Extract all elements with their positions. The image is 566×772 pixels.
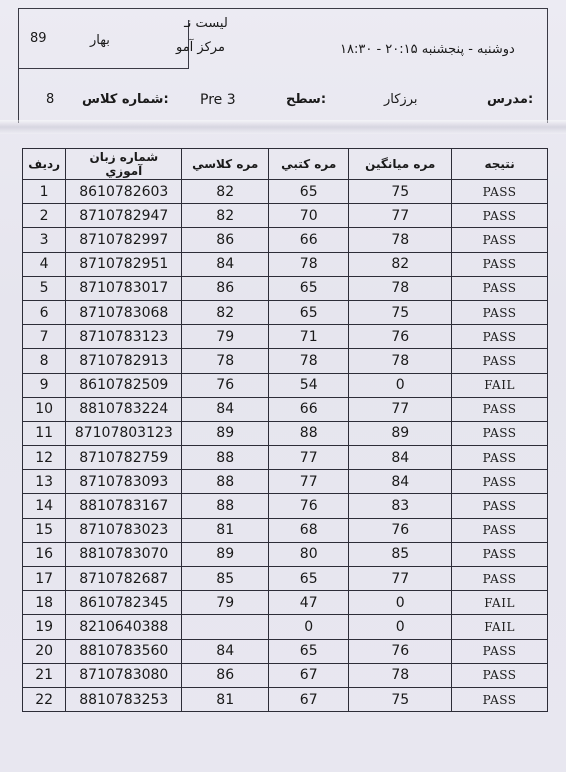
row-number-cell: 20 bbox=[23, 639, 66, 663]
student-id-cell: 8810783167 bbox=[66, 494, 182, 518]
header-student-id: شماره زبان آموزي bbox=[66, 149, 182, 180]
row-number-cell: 14 bbox=[23, 494, 66, 518]
grades-table-body bbox=[23, 180, 548, 712]
row-number-cell: 9 bbox=[23, 373, 66, 397]
table-row bbox=[23, 204, 548, 228]
average-cell: 78 bbox=[349, 276, 452, 300]
written-grade-cell: 78 bbox=[269, 252, 349, 276]
result-cell: PASS bbox=[452, 228, 548, 252]
class-grade-cell: 88 bbox=[182, 446, 269, 470]
table-row bbox=[23, 397, 548, 421]
average-cell: 78 bbox=[349, 663, 452, 687]
result-cell: PASS bbox=[452, 204, 548, 228]
student-id-cell: 87107803123 bbox=[66, 421, 182, 445]
class-grade-cell: 81 bbox=[182, 687, 269, 711]
result-cell: PASS bbox=[452, 421, 548, 445]
class-grade-cell: 89 bbox=[182, 421, 269, 445]
class-grade-cell: 76 bbox=[182, 373, 269, 397]
result-cell: PASS bbox=[452, 252, 548, 276]
class-grade-cell: 84 bbox=[182, 252, 269, 276]
table-row bbox=[23, 300, 548, 324]
class-grade-cell: 79 bbox=[182, 325, 269, 349]
table-row bbox=[23, 687, 548, 711]
written-grade-cell: 65 bbox=[269, 180, 349, 204]
table-row bbox=[23, 373, 548, 397]
row-number-cell: 5 bbox=[23, 276, 66, 300]
class-grade-cell bbox=[182, 615, 269, 639]
table-row bbox=[23, 180, 548, 204]
center-name: مرکز آمو bbox=[176, 40, 225, 55]
level-value: Pre 3 bbox=[200, 92, 236, 108]
student-id-cell: 8710782947 bbox=[66, 204, 182, 228]
table-row bbox=[23, 542, 548, 566]
table-row bbox=[23, 446, 548, 470]
result-cell: PASS bbox=[452, 518, 548, 542]
class-grade-cell: 81 bbox=[182, 518, 269, 542]
result-cell: PASS bbox=[452, 325, 548, 349]
student-id-cell: 8810783070 bbox=[66, 542, 182, 566]
written-grade-cell: 47 bbox=[269, 591, 349, 615]
table-row bbox=[23, 470, 548, 494]
student-id-cell: 8610782345 bbox=[66, 591, 182, 615]
average-cell: 78 bbox=[349, 349, 452, 373]
average-cell: 0 bbox=[349, 591, 452, 615]
average-cell: 84 bbox=[349, 470, 452, 494]
written-grade-cell: 65 bbox=[269, 276, 349, 300]
result-cell: FAIL bbox=[452, 373, 548, 397]
row-number-cell: 18 bbox=[23, 591, 66, 615]
result-cell: FAIL bbox=[452, 615, 548, 639]
term-label: بهار bbox=[90, 33, 110, 48]
written-grade-cell: 77 bbox=[269, 446, 349, 470]
student-id-cell: 8710783093 bbox=[66, 470, 182, 494]
table-row bbox=[23, 663, 548, 687]
list-number: 89 bbox=[30, 31, 47, 46]
table-row bbox=[23, 421, 548, 445]
result-cell: PASS bbox=[452, 446, 548, 470]
row-number-cell: 13 bbox=[23, 470, 66, 494]
teacher-label: مدرس: bbox=[487, 92, 534, 107]
row-number-cell: 21 bbox=[23, 663, 66, 687]
header-class: مره کلاسي bbox=[182, 149, 269, 180]
average-cell: 82 bbox=[349, 252, 452, 276]
teacher-name: برزکار bbox=[384, 92, 418, 107]
student-id-cell: 8710783080 bbox=[66, 663, 182, 687]
class-number-label: شماره کلاس: bbox=[82, 92, 169, 107]
class-grade-cell: 79 bbox=[182, 591, 269, 615]
table-row bbox=[23, 567, 548, 591]
student-id-cell: 8710782913 bbox=[66, 349, 182, 373]
row-number-cell: 2 bbox=[23, 204, 66, 228]
class-grade-cell: 86 bbox=[182, 228, 269, 252]
result-cell: PASS bbox=[452, 639, 548, 663]
table-row bbox=[23, 591, 548, 615]
average-cell: 77 bbox=[349, 204, 452, 228]
written-grade-cell: 76 bbox=[269, 494, 349, 518]
written-grade-cell: 67 bbox=[269, 663, 349, 687]
student-id-cell: 8610782603 bbox=[66, 180, 182, 204]
row-number-cell: 6 bbox=[23, 300, 66, 324]
row-number-cell: 1 bbox=[23, 180, 66, 204]
result-cell: PASS bbox=[452, 276, 548, 300]
class-schedule: دوشنبه - پنجشنبه ۲۰:۱۵ - ۱۸:۳۰ bbox=[340, 42, 515, 57]
row-number-cell: 10 bbox=[23, 397, 66, 421]
row-number-cell: 15 bbox=[23, 518, 66, 542]
class-grade-cell: 84 bbox=[182, 397, 269, 421]
result-cell: PASS bbox=[452, 663, 548, 687]
written-grade-cell: 68 bbox=[269, 518, 349, 542]
written-grade-cell: 88 bbox=[269, 421, 349, 445]
class-grade-cell: 78 bbox=[182, 349, 269, 373]
level-label: سطح: bbox=[286, 92, 327, 107]
average-cell: 0 bbox=[349, 373, 452, 397]
average-cell: 85 bbox=[349, 542, 452, 566]
written-grade-cell: 66 bbox=[269, 397, 349, 421]
written-grade-cell: 65 bbox=[269, 639, 349, 663]
result-cell: FAIL bbox=[452, 591, 548, 615]
student-id-cell: 8710783017 bbox=[66, 276, 182, 300]
student-id-cell: 8710782951 bbox=[66, 252, 182, 276]
student-id-cell: 8610782509 bbox=[66, 373, 182, 397]
header-row: رديف bbox=[23, 149, 66, 180]
average-cell: 75 bbox=[349, 300, 452, 324]
average-cell: 0 bbox=[349, 615, 452, 639]
table-row bbox=[23, 494, 548, 518]
student-id-cell: 8710782997 bbox=[66, 228, 182, 252]
row-number-cell: 4 bbox=[23, 252, 66, 276]
student-id-cell: 8710782759 bbox=[66, 446, 182, 470]
row-number-cell: 11 bbox=[23, 421, 66, 445]
table-header-row bbox=[23, 149, 548, 180]
result-cell: PASS bbox=[452, 180, 548, 204]
student-id-cell: 8810783224 bbox=[66, 397, 182, 421]
document-title: لیست نـ bbox=[184, 16, 228, 31]
row-number-cell: 19 bbox=[23, 615, 66, 639]
written-grade-cell: 78 bbox=[269, 349, 349, 373]
header-result: نتیجه bbox=[452, 149, 548, 180]
average-cell: 75 bbox=[349, 687, 452, 711]
written-grade-cell: 65 bbox=[269, 567, 349, 591]
result-cell: PASS bbox=[452, 542, 548, 566]
header-average: مره میانگین bbox=[349, 149, 452, 180]
average-cell: 83 bbox=[349, 494, 452, 518]
average-cell: 84 bbox=[349, 446, 452, 470]
class-grade-cell: 85 bbox=[182, 567, 269, 591]
row-number-cell: 8 bbox=[23, 349, 66, 373]
written-grade-cell: 70 bbox=[269, 204, 349, 228]
table-row bbox=[23, 325, 548, 349]
table-row bbox=[23, 518, 548, 542]
class-grade-cell: 84 bbox=[182, 639, 269, 663]
result-cell: PASS bbox=[452, 470, 548, 494]
class-grade-cell: 86 bbox=[182, 276, 269, 300]
class-grade-cell: 86 bbox=[182, 663, 269, 687]
average-cell: 76 bbox=[349, 325, 452, 349]
result-cell: PASS bbox=[452, 567, 548, 591]
student-id-cell: 8710783123 bbox=[66, 325, 182, 349]
average-cell: 89 bbox=[349, 421, 452, 445]
average-cell: 78 bbox=[349, 228, 452, 252]
written-grade-cell: 80 bbox=[269, 542, 349, 566]
table-row bbox=[23, 276, 548, 300]
table-row bbox=[23, 639, 548, 663]
written-grade-cell: 65 bbox=[269, 300, 349, 324]
result-cell: PASS bbox=[452, 494, 548, 518]
written-grade-cell: 71 bbox=[269, 325, 349, 349]
header-written: مره کتبي bbox=[269, 149, 349, 180]
class-grade-cell: 88 bbox=[182, 470, 269, 494]
written-grade-cell: 0 bbox=[269, 615, 349, 639]
row-number-cell: 17 bbox=[23, 567, 66, 591]
paper-fold bbox=[0, 120, 566, 134]
student-id-cell: 8810783253 bbox=[66, 687, 182, 711]
row-number-cell: 22 bbox=[23, 687, 66, 711]
written-grade-cell: 67 bbox=[269, 687, 349, 711]
class-grade-cell: 82 bbox=[182, 204, 269, 228]
class-grade-cell: 82 bbox=[182, 300, 269, 324]
student-id-cell: 8210640388 bbox=[66, 615, 182, 639]
table-row bbox=[23, 228, 548, 252]
result-cell: PASS bbox=[452, 397, 548, 421]
row-number-cell: 12 bbox=[23, 446, 66, 470]
result-cell: PASS bbox=[452, 687, 548, 711]
written-grade-cell: 66 bbox=[269, 228, 349, 252]
row-number-cell: 7 bbox=[23, 325, 66, 349]
table-row bbox=[23, 615, 548, 639]
result-cell: PASS bbox=[452, 300, 548, 324]
student-id-cell: 8810783560 bbox=[66, 639, 182, 663]
class-grade-cell: 89 bbox=[182, 542, 269, 566]
class-number-value: 8 bbox=[46, 92, 55, 107]
student-id-cell: 8710782687 bbox=[66, 567, 182, 591]
result-cell: PASS bbox=[452, 349, 548, 373]
class-grade-cell: 88 bbox=[182, 494, 269, 518]
table-row bbox=[23, 349, 548, 373]
grades-table bbox=[22, 148, 548, 712]
average-cell: 76 bbox=[349, 518, 452, 542]
student-id-cell: 8710783023 bbox=[66, 518, 182, 542]
written-grade-cell: 77 bbox=[269, 470, 349, 494]
row-number-cell: 3 bbox=[23, 228, 66, 252]
average-cell: 76 bbox=[349, 639, 452, 663]
average-cell: 75 bbox=[349, 180, 452, 204]
written-grade-cell: 54 bbox=[269, 373, 349, 397]
row-number-cell: 16 bbox=[23, 542, 66, 566]
average-cell: 77 bbox=[349, 567, 452, 591]
student-id-cell: 8710783068 bbox=[66, 300, 182, 324]
class-grade-cell: 82 bbox=[182, 180, 269, 204]
average-cell: 77 bbox=[349, 397, 452, 421]
table-row bbox=[23, 252, 548, 276]
